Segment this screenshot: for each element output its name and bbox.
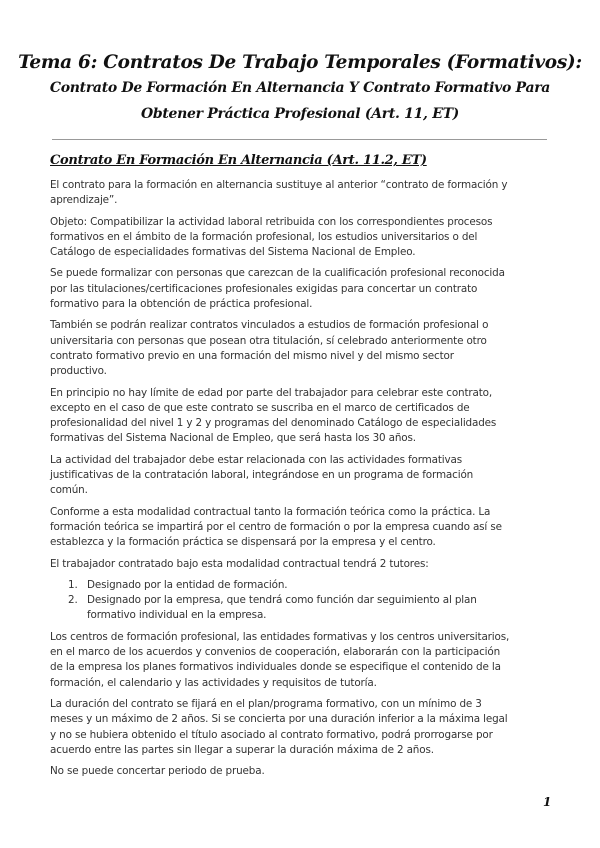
text-line: establezca y la formación práctica se dispensará por la empresa y el centro.	[50, 536, 436, 549]
paragraph	[50, 266, 560, 312]
text-line: meses y un máximo de 2 años. Si se concierta por una duración inferior a la máxima legal	[50, 713, 508, 726]
text-line: En principio no hay límite de edad por parte del trabajador para celebrar este contrato,	[50, 386, 493, 399]
document-title: Tema 6: Contratos De Trabajo Temporales (Formativos):	[18, 52, 582, 73]
text-line: formativas del Sistema Nacional de Empleo, que será hasta los 30 años.	[50, 432, 416, 445]
list-item	[68, 578, 560, 593]
text-line: Designado por la entidad de formación.	[87, 578, 288, 591]
text-line: Conforme a esta modalidad contractual tanto la formación teórica como la práctica. La	[50, 505, 491, 518]
text-line: contrato formativo previo en una formación del mismo nivel y del mismo sector	[50, 349, 454, 362]
text-line: y no se hubiera obtenido el título asociado al contrato formativo, podrá prorrogarse por	[50, 728, 493, 741]
paragraph	[50, 505, 560, 551]
text-line: por las titulaciones/certificaciones profesionales exigidas para concertar un contrato	[50, 282, 478, 295]
text-line: universitaria con personas que posean otra titulación, sí celebrado anteriormente otro	[50, 334, 487, 347]
text-line: El trabajador contratado bajo esta modalidad contractual tendrá 2 tutores:	[50, 557, 429, 570]
paragraph	[50, 215, 560, 261]
text-line: formativo individual en la empresa.	[87, 609, 267, 622]
text-line: acuerdo entre las partes sin llegar a superar la duración máxima de 2 años.	[50, 743, 434, 756]
text-line: Los centros de formación profesional, las entidades formativas y los centros universitarios,	[50, 630, 510, 643]
list-item	[68, 593, 560, 624]
section-heading: Contrato En Formación En Alternancia (Art. 11.2, ET)	[50, 153, 427, 168]
text-line: El contrato para la formación en alternancia sustituye al anterior “contrato de formación y	[50, 179, 508, 191]
text-line: Designado por la empresa, que tendrá como función dar seguimiento al plan	[87, 594, 477, 607]
text-line: formación teórica se impartirá por el centro de formación o por la empresa cuando así se	[50, 520, 502, 533]
paragraph	[50, 764, 560, 779]
text-line: formación, el calendario y las actividades y requisitos de tutoría.	[50, 676, 377, 689]
text-line: La actividad del trabajador debe estar relacionada con las actividades formativas	[50, 453, 463, 466]
text-line: excepto en el caso de que este contrato se suscriba en el marco de certificados de	[50, 401, 470, 414]
text-line: común.	[50, 484, 88, 497]
text-line: profesionalidad del nivel 1 y 2 y programas del denominado Catálogo de especialidades	[50, 417, 497, 430]
text-line: Catálogo de especialidades formativas del Sistema Nacional de Empleo.	[50, 246, 416, 259]
text-line: productivo.	[50, 365, 107, 378]
list-number: 2.	[68, 594, 78, 607]
text-line: formativos en el ámbito de la formación profesional, los estudios universitarios o del	[50, 230, 478, 243]
text-line: justificativas de la contratación laboral, integrándose en un programa de formación	[50, 469, 474, 482]
paragraph	[50, 386, 560, 447]
text-line: de la empresa los planes formativos individuales donde se especifique el contenido de la	[50, 661, 501, 674]
text-line: También se podrán realizar contratos vinculados a estudios de formación profesional o	[50, 319, 489, 332]
list-text	[87, 593, 477, 624]
paragraph	[50, 697, 560, 758]
paragraph	[50, 630, 560, 691]
text-line: La duración del contrato se fijará en el plan/programa formativo, con un mínimo de 3	[50, 697, 482, 710]
text-line: formativo para la obtención de práctica profesional.	[50, 298, 313, 311]
horizontal-divider	[52, 139, 547, 140]
text-line: en el marco de los acuerdos y convenios de cooperación, elaborarán con la participación	[50, 646, 501, 659]
list-number: 1.	[68, 578, 78, 591]
tutor-list	[50, 578, 560, 624]
paragraph	[50, 453, 560, 499]
document-subtitle-line: Obtener Práctica Profesional (Art. 11, ET)	[140, 106, 460, 122]
paragraph	[50, 178, 560, 209]
text-line: aprendizaje”.	[50, 194, 118, 207]
text-line: No se puede concertar periodo de prueba.	[50, 765, 265, 778]
document-subtitle-line: Contrato De Formación En Alternancia Y Contrato Formativo Para	[49, 80, 551, 96]
text-line: Se puede formalizar con personas que carezcan de la cualificación profesional reconocida	[50, 267, 505, 280]
page-number: 1	[543, 795, 552, 809]
list-text	[87, 578, 287, 593]
text-line: Objeto: Compatibilizar la actividad laboral retribuida con los correspondientes procesos	[50, 215, 493, 228]
paragraph	[50, 318, 560, 379]
paragraph	[50, 557, 560, 572]
document-body	[50, 178, 560, 785]
